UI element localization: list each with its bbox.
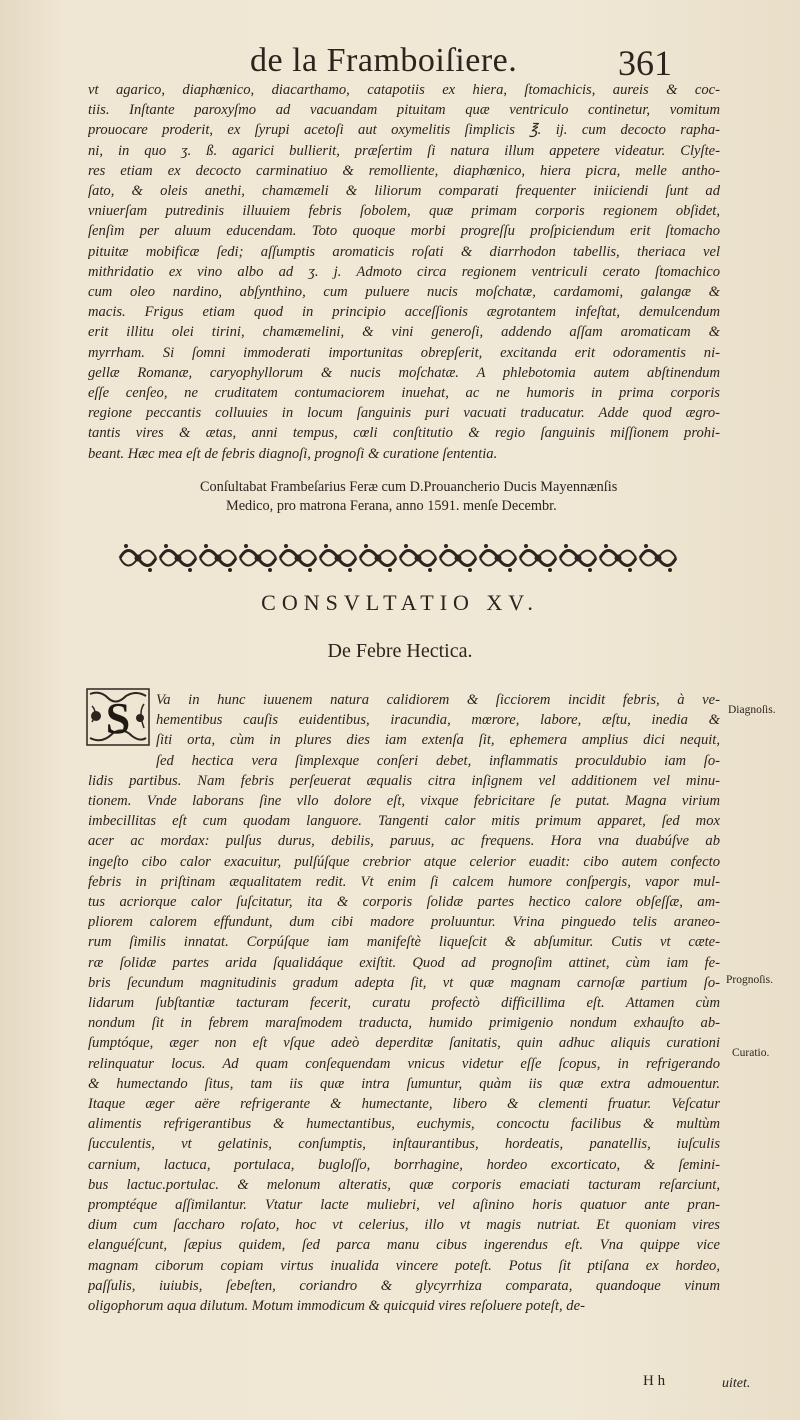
ornament-fleuron (640, 544, 676, 572)
text-line: oligophorum aqua dilutum. Motum immodicum & quicquid vires reſoluere poteſt, de- (88, 1298, 585, 1315)
margin-note-curatio: Curatio. (732, 1047, 770, 1059)
text-line: carnium, lactuca, portulaca, bugloſſo, borrhagine, hordeo excorticato, & ſemini- (88, 1156, 720, 1173)
text-line: febris in priſtinam æqualitatem redit. Vt enim ſi calcem humore conſpergis, vapor mul- (88, 873, 720, 890)
text-line: lidis partibus. Nam febris perſeuerat æqualis citra inſignem vel additionem vel minu- (88, 772, 720, 789)
margin-note-diagnosis: Diagnoſis. (728, 704, 776, 716)
text-line: res etiam ex decocto carminatiuo & remolliente, diaphœnico, hiera picra, melle antho- (88, 162, 720, 179)
text-line: myrrham. Si ſomni immoderati importunitas obrepſerit, excitanda erit odoramentis ni- (88, 344, 720, 361)
ornament-fleuron (160, 544, 196, 572)
ornament-svg (118, 539, 678, 577)
text-line: ingeſto cibo calor exacuitur, pulſúſque crebrior atque celerior euadit: cibo autem confecto (88, 853, 720, 870)
text-line: relinquatur locus. Ad quam conſequendam vnicus videtur eſſe ſcopus, in refrigerando (88, 1055, 720, 1072)
ornament-fleuron (200, 544, 236, 572)
text-line: ræ ſolidæ partes arida ſqualidáque exiſtit. Quod ad prognoſim attinet, cùm iam fe- (88, 954, 720, 971)
text-line: ſato, & oleis anethi, chamæmeli & liliorum comparati frequenter iniiciendi ſunt ad (88, 183, 720, 200)
text-line: acer ac mordax: pulſus durus, debilis, paruus, ac frequens. Hora vna duabúſve ab (88, 833, 720, 850)
text-line: rum ſimilis innatat. Corpúſque iam manifeſtè liqueſcit & abſumitur. Cutis vt cæte- (88, 934, 720, 951)
text-line: Va in hunc iuuenem natura calidiorem & ſicciorem incidit febris, à ve- (156, 692, 720, 708)
text-line: dium cum ſaccharo roſato, hoc vt celerius, illo vt magis nutriat. Et quoniam vires (88, 1217, 720, 1234)
signature-mark: H h (643, 1373, 666, 1389)
text-line: & humectando ſitus, tam iis quæ intra ſumuntur, quàm iis quæ extra admouentur. (88, 1075, 720, 1092)
text-line: promptéque aſſimilantur. Vtatur lacte muliebri, vel aſinino horis quatuor ante pran- (88, 1197, 720, 1214)
text-line: paſſulis, iuiubis, ſebeſten, coriandro & glycyrrhiza comparata, quandoque vinum (88, 1277, 720, 1294)
section-subtitle: De Febre Hectica. (327, 640, 473, 662)
consultatio-heading: CONSVLTATIO XV. (261, 590, 539, 615)
main-paragraph (88, 690, 720, 1316)
text-line: mithridatio ex vino albo ad ʒ. j. Admoto circa regionem ventriculi cerato ſtomachico (88, 263, 720, 280)
printer-ornament-band (118, 539, 678, 577)
text-line: lidarum ſubſtantiæ tacturam fecerit, curatu profectò difficillima eſt. Attamen cùm (88, 995, 720, 1012)
text-line: bris ſecundum magnitudinis gradum adepta ſit, vt quæ magnam carnoſæ partium ſo- (88, 974, 720, 991)
text-line: cum oleo nardino, abſynthino, cum puluere nucis moſchatæ, cardamomi, galangæ & (88, 284, 720, 301)
text-line: bus lactuc.portulac. & melonum alteratis, quæ corporis emaciati tacturam reſarciunt, (88, 1176, 720, 1193)
text-line: gellæ Romanæ, caryophyllorum & nucis moſchatæ. A phlebotomia autem abſtinendum (88, 364, 720, 381)
ornament-fleuron (520, 544, 556, 572)
ornament-fleuron (280, 544, 316, 572)
text-line: magnam ciborum copiam virtus inualida vincere poteſt. Potus ſit ptiſana ex hordeo, (88, 1257, 720, 1274)
text-line: vniuerſam putredinis illuuiem febris ſobolem, quæ primam corporis regionem obſidet, (88, 203, 720, 220)
text-line: vt agarico, diaphœnico, diacarthamo, catapotiis ex hiera, ſtomachicis, aureis & coc- (88, 82, 720, 98)
ornament-fleuron (360, 544, 396, 572)
ornament-fleuron (120, 544, 156, 572)
text-line: ni, in quo ʒ. ß. agarici bullierit, præſertim ſi natura illum appetere videatur. Clyſte- (88, 142, 720, 159)
consultation-note-line: Medico, pro matrona Ferana, anno 1591. menſe Decembr. (226, 498, 557, 514)
text-line: macis. Frigus etiam quod in principio acceſſionis ægrotantem infeſtat, demulcendum (88, 304, 720, 321)
text-line: Itaque æger aëre refrigerante & humectante, libero & clementi fruatur. Veſcatur (88, 1096, 720, 1113)
ornament-fleuron (560, 544, 596, 572)
margin-note-prognosis: Prognoſis. (726, 974, 773, 986)
text-line: hementibus cauſis euidentibus, iracundia, mœrore, labore, æſtu, inedia & (156, 712, 720, 729)
text-line: erit illitu olei tirini, chamæmelini, & vini generoſi, addendo aſſam aromaticam & (88, 324, 720, 341)
text-line: beant. Hæc mea eſt de febris diagnoſi, prognoſi & curatione ſententia. (88, 445, 498, 462)
text-line: pliorem calorem effundunt, dum cibi madore proluuntur. Vrina pinguedo telis araneo- (88, 914, 720, 931)
ornament-fleuron (600, 544, 636, 572)
text-line: prouocare proderit, ex ſyrupi acetoſi aut oxymelitis ſimplicis ℥. ij. cum decocto rapha- (88, 122, 720, 139)
consultation-note-line: Conſultabat Frambeſarius Feræ cum D.Prouancherio Ducis Mayennænſis (200, 479, 618, 495)
dropcap-letter: S (105, 694, 131, 743)
text-line: tiis. Inſtante paroxyſmo ad vacuandam pituitam quæ ventriculo continetur, vomitum (88, 102, 720, 119)
ornament-fleuron (400, 544, 436, 572)
text-line: alimentis refrigerantibus & humectantibus, euchymis, concoctu facilibus & multùm (88, 1116, 720, 1133)
text-line: eſſe cenſeo, ne cruditatem contumaciorem inuehat, ac ne humoris in prima corporis (88, 385, 720, 402)
top-paragraph (88, 80, 720, 464)
text-line: ſiti orta, cùm in plures dies iam extenſa ſit, ephemera amplius dici nequit, (156, 732, 720, 749)
text-line: ſed hectica vera ſimplexque conſeri debet, inflammatis proculdubio iam ſo- (156, 752, 720, 769)
text-line: regione peccantis colluuies in locum ſanguinis puri vacuati traducatur. Adde quod ægro- (88, 405, 720, 422)
ornament-fleuron (440, 544, 476, 572)
text-line: ſenſim per aluum educendam. Toto quoque morbi progreſſu proſpiciendum erit ſtomacho (88, 223, 720, 240)
text-line: tus acriorque calor ſuſcitatur, ita & corporis ſolidæ partes hectico calore obſeſſæ, am- (88, 894, 720, 911)
text-line: ſucculentis, vt gelatinis, conſumptis, inſtaurantibus, hordeatis, panatellis, iuſculis (88, 1136, 720, 1153)
text-line: imbecillitas eſt cum quodam languore. Tangenti calor mitis primum apparet, ſed mox (88, 813, 720, 830)
text-line: tionem. Vnde laborans ſine vllo dolore eſt, vixque febricitare ſe putat. Magna virium (88, 793, 720, 810)
text-line: tantis vires & ætas, anni tempus, cœli conſtitutio & regio ſanguinis miſſionem prohi- (88, 425, 720, 442)
ornament-fleuron (320, 544, 356, 572)
running-title: de la Framboiſiere. (250, 42, 518, 79)
page-number: 361 (618, 43, 672, 83)
catchword: uitet. (722, 1376, 751, 1391)
text-line: nondum ſit in febrem maraſmodem traducta, humido primigenio nondum exhauſto ab- (88, 1015, 720, 1032)
ornament-fleuron (240, 544, 276, 572)
consultation-note (200, 478, 720, 516)
ornament-fleuron (480, 544, 516, 572)
text-line: ſumptóque, æger non eſt vſque adeò deperditæ ſanitatis, quin adhuc aliquis curationi (88, 1035, 720, 1052)
text-line: pituitæ mobificæ ſedi; aſſumptis aromaticis roſati & diarrhodon tabellis, theriaca vel (88, 243, 720, 260)
text-line: elanguéſcunt, ſæpius quidem, ſed parca manu cibus ingerendus eſt. Vna quippe vice (88, 1237, 720, 1254)
